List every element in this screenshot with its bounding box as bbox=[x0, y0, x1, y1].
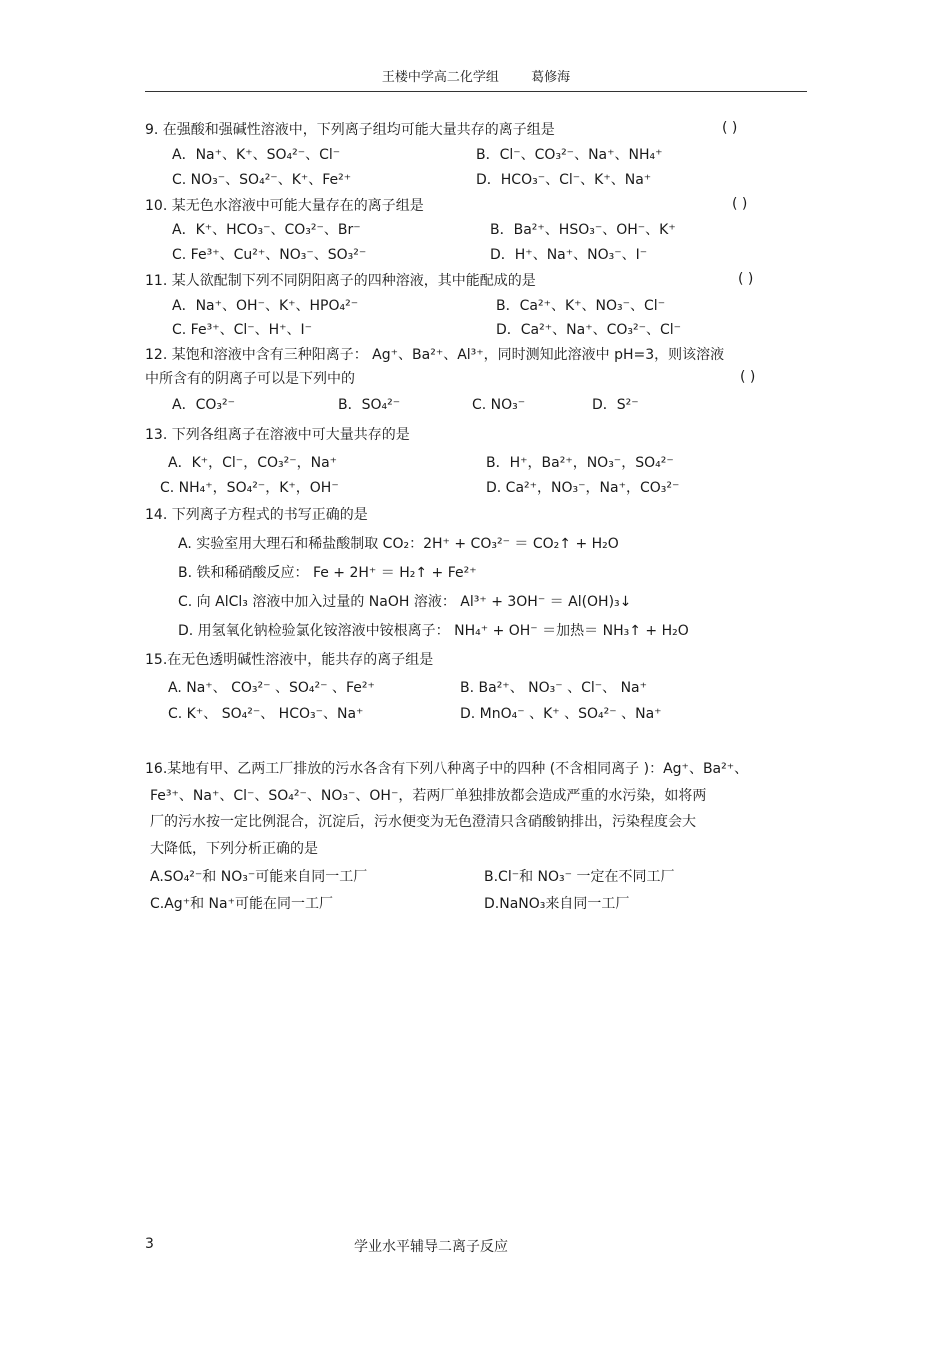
q11-option-d: D．Ca²⁺、Na⁺、CO₃²⁻、Cl⁻ bbox=[496, 322, 682, 338]
q16-stem-line-1: 16.某地有甲、乙两工厂排放的污水各含有下列八种离子中的四种 (不含相同离子 )：Ag⁺、Ba²⁺、 bbox=[145, 761, 749, 777]
q9-stem: 9. 在强酸和强碱性溶液中，下列离子组均可能大量共存的离子组是 bbox=[145, 122, 555, 138]
q16-stem-line-2: Fe³⁺、Na⁺、Cl⁻、SO₄²⁻、NO₃⁻、OH⁻，若两厂单独排放都会造成严重的水污染，如将两 bbox=[150, 788, 707, 804]
q11-stem: 11. 某人欲配制下列不同阴阳离子的四种溶液，其中能配成的是 bbox=[145, 273, 536, 289]
q16-option-b: B.Cl⁻和 NO₃⁻ 一定在不同工厂 bbox=[484, 869, 675, 885]
q13-option-c: C. NH₄⁺，SO₄²⁻，K⁺，OH⁻ bbox=[160, 480, 339, 496]
q9-option-d: D．HCO₃⁻、Cl⁻、K⁺、Na⁺ bbox=[476, 172, 652, 188]
q11-answer-paren: ( ) bbox=[738, 271, 754, 287]
q16-option-d: D.NaNO₃来自同一工厂 bbox=[484, 896, 630, 912]
q12-option-b: B．SO₄²⁻ bbox=[338, 397, 401, 413]
page-number: 3 bbox=[145, 1236, 154, 1252]
q10-option-d: D．H⁺、Na⁺、NO₃⁻、I⁻ bbox=[490, 247, 648, 263]
q10-stem: 10. 某无色水溶液中可能大量存在的离子组是 bbox=[145, 198, 424, 214]
footer-title: 学业水平辅导二离子反应 bbox=[354, 1239, 508, 1255]
q15-option-a: A. Na⁺、 CO₃²⁻ 、SO₄²⁻ 、Fe²⁺ bbox=[168, 680, 375, 696]
q13-option-d: D. Ca²⁺，NO₃⁻，Na⁺，CO₃²⁻ bbox=[486, 480, 680, 496]
q16-stem-line-4: 大降低，下列分析正确的是 bbox=[150, 841, 318, 857]
header-author: 葛修海 bbox=[531, 70, 571, 85]
q14-option-a: A. 实验室用大理石和稀盐酸制取 CO₂：2H⁺ + CO₃²⁻ ＝ CO₂↑ + H₂O bbox=[178, 536, 619, 552]
q15-option-d: D. MnO₄⁻ 、K⁺ 、SO₄²⁻ 、Na⁺ bbox=[460, 706, 662, 722]
q10-option-c: C. Fe³⁺、Cu²⁺、NO₃⁻、SO₃²⁻ bbox=[172, 247, 367, 263]
q16-option-c: C.Ag⁺和 Na⁺可能在同一工厂 bbox=[150, 896, 333, 912]
q15-stem: 15.在无色透明碱性溶液中，能共存的离子组是 bbox=[145, 652, 434, 668]
q13-option-b: B．H⁺，Ba²⁺，NO₃⁻，SO₄²⁻ bbox=[486, 455, 674, 471]
q14-option-b: B. 铁和稀硝酸反应： Fe + 2H⁺ ＝ H₂↑ + Fe²⁺ bbox=[178, 565, 477, 581]
q16-option-a: A.SO₄²⁻和 NO₃⁻可能来自同一工厂 bbox=[150, 869, 368, 885]
q14-option-d: D. 用氢氧化钠检验氯化铵溶液中铵根离子： NH₄⁺ + OH⁻ ＝加热＝ NH₃↑ + H₂O bbox=[178, 623, 689, 639]
q15-option-c: C. K⁺、 SO₄²⁻、 HCO₃⁻、Na⁺ bbox=[168, 706, 364, 722]
q9-option-c: C. NO₃⁻、SO₄²⁻、K⁺、Fe²⁺ bbox=[172, 172, 352, 188]
q9-option-a: A．Na⁺、K⁺、SO₄²⁻、Cl⁻ bbox=[172, 147, 341, 163]
q16-stem-line-3: 厂的污水按一定比例混合，沉淀后，污水便变为无色澄清只含硝酸钠排出，污染程度会大 bbox=[150, 814, 696, 830]
q11-option-c: C. Fe³⁺、Cl⁻、H⁺、I⁻ bbox=[172, 322, 313, 338]
q10-option-a: A．K⁺、HCO₃⁻、CO₃²⁻、Br⁻ bbox=[172, 222, 361, 238]
q10-option-b: B．Ba²⁺、HSO₃⁻、OH⁻、K⁺ bbox=[490, 222, 676, 238]
q13-stem: 13. 下列各组离子在溶液中可大量共存的是 bbox=[145, 427, 410, 443]
header-school: 王楼中学高二化学组 bbox=[381, 70, 499, 85]
q12-option-a: A．CO₃²⁻ bbox=[172, 397, 235, 413]
header-rule bbox=[145, 91, 807, 92]
q14-stem: 14. 下列离子方程式的书写正确的是 bbox=[145, 507, 368, 523]
q12-option-c: C. NO₃⁻ bbox=[472, 397, 526, 413]
q12-answer-paren: ( ) bbox=[740, 369, 756, 385]
q14-option-c: C. 向 AlCl₃ 溶液中加入过量的 NaOH 溶液： Al³⁺ + 3OH⁻ ＝ Al(OH)₃↓ bbox=[178, 594, 632, 610]
q13-option-a: A．K⁺，Cl⁻，CO₃²⁻，Na⁺ bbox=[168, 455, 338, 471]
page-header bbox=[145, 66, 807, 90]
q12-stem-continued: 中所含有的阴离子可以是下列中的 bbox=[145, 371, 355, 387]
q12-stem: 12. 某饱和溶液中含有三种阳离子： Ag⁺、Ba²⁺、Al³⁺，同时测知此溶液中 pH=3，则该溶液 bbox=[145, 347, 725, 363]
q15-option-b: B. Ba²⁺、 NO₃⁻ 、Cl⁻、 Na⁺ bbox=[460, 680, 648, 696]
q9-answer-paren: ( ) bbox=[722, 120, 738, 136]
q10-answer-paren: ( ) bbox=[732, 196, 748, 212]
q9-option-b: B．Cl⁻、CO₃²⁻、Na⁺、NH₄⁺ bbox=[476, 147, 663, 163]
q11-option-b: B．Ca²⁺、K⁺、NO₃⁻、Cl⁻ bbox=[496, 298, 666, 314]
q11-option-a: A．Na⁺、OH⁻、K⁺、HPO₄²⁻ bbox=[172, 298, 359, 314]
q12-option-d: D．S²⁻ bbox=[592, 397, 639, 413]
